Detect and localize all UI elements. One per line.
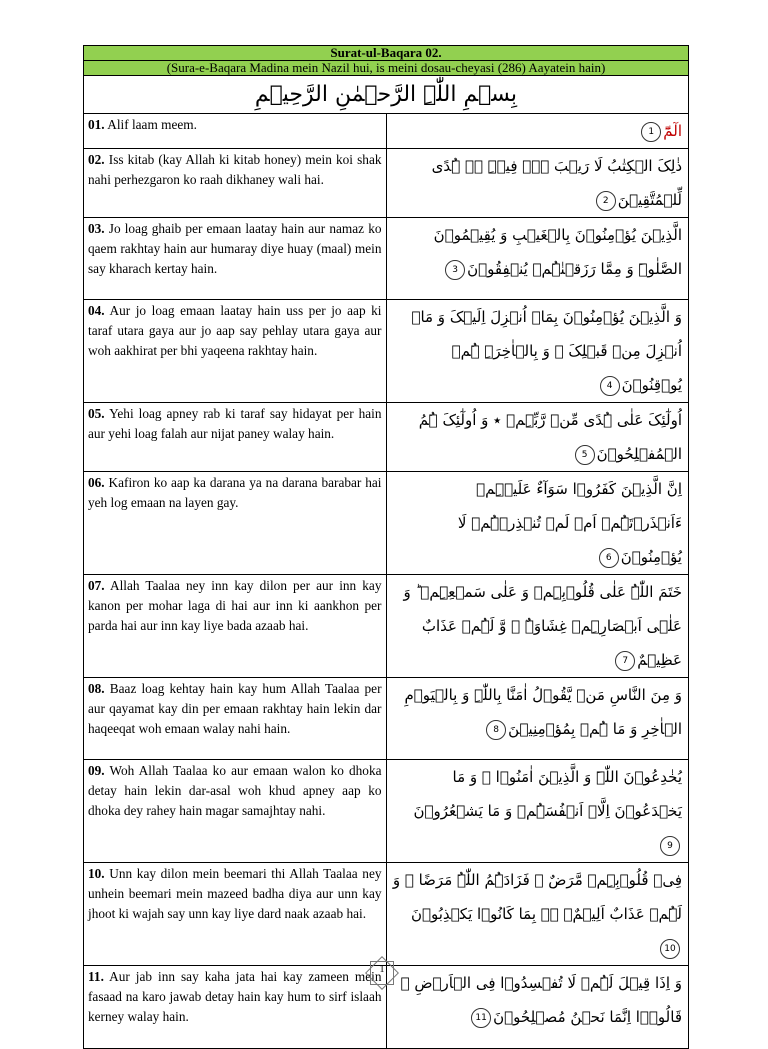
arabic-text: اُولٰٓئِکَ عَلٰی ہُدًی مِّنۡ رَّبِّہِمۡ ٭ وَ اُولٰٓئِکَ ہُمُ الۡمُفۡلِحُوۡنَ (418, 411, 682, 463)
surah-title: Surat-ul-Baqara 02. (84, 46, 689, 61)
arabic-text: فِیۡ قُلُوۡبِہِمۡ مَّرَضٌ ۙ فَزَادَہُمُ اللّٰہُ مَرَضًا ۚ وَ لَہُمۡ عَذَابٌ اَلِیۡمٌۢ ۬ۙ بِمَا کَانُوۡا یَکۡذِبُوۡنَ (392, 871, 682, 923)
page-number: 1 (379, 964, 385, 975)
arabic-text: وَ اِذَا قِیۡلَ لَہُمۡ لَا تُفۡسِدُوۡا فِی الۡاَرۡضِ ۙ قَالُوۡۤا اِنَّمَا نَحۡنُ مُصۡلِحُوۡنَ (400, 974, 682, 1026)
verse-translation (84, 149, 387, 218)
verse-translation (84, 678, 387, 760)
verse-arabic (386, 149, 689, 218)
ayah-number-icon: 8 (486, 720, 506, 740)
verse-number: 03. (88, 221, 105, 236)
surah-subtitle: (Sura-e-Baqara Madina mein Nazil hui, is meini dosau-cheyasi (286) Aayatein hain) (84, 61, 689, 76)
verse-row (84, 149, 689, 218)
page-number-ornament (364, 955, 400, 991)
ayah-number-icon: 3 (445, 260, 465, 280)
verse-text: Alif laam meem. (107, 117, 197, 132)
arabic-text: اِنَّ الَّذِیۡنَ کَفَرُوۡا سَوَآءٌ عَلَیۡہِمۡ ءَاَنۡذَرۡتَہُمۡ اَمۡ لَمۡ تُنۡذِرۡہُمۡ لَا یُؤۡمِنُوۡنَ (457, 480, 682, 566)
ayah-number-icon: 2 (596, 191, 616, 211)
verse-number: 04. (88, 303, 105, 318)
ayah-number-icon: 1 (641, 122, 661, 142)
verse-arabic (386, 575, 689, 678)
verse-number: 01. (88, 117, 105, 132)
verse-number: 09. (88, 763, 105, 778)
bismillah: بِسۡمِ اللّٰہِ الرَّحۡمٰنِ الرَّحِیۡمِ (84, 76, 689, 114)
arabic-text: وَ الَّذِیۡنَ یُؤۡمِنُوۡنَ بِمَاۤ اُنۡزِلَ اِلَیۡکَ وَ مَاۤ اُنۡزِلَ مِنۡ قَبۡلِکَ ۚ وَ بِالۡاٰخِرَۃِ ہُمۡ یُوۡقِنُوۡنَ (411, 308, 682, 394)
verse-translation (84, 300, 387, 403)
verse-number: 10. (88, 866, 105, 881)
ayah-number-icon: 11 (471, 1008, 491, 1028)
verse-arabic (386, 678, 689, 760)
arabic-text: الٓمّٓ (663, 122, 682, 140)
verse-number: 05. (88, 406, 105, 421)
verse-row (84, 678, 689, 760)
verse-translation (84, 575, 387, 678)
ayah-number-icon: 9 (660, 836, 680, 856)
arabic-text: خَتَمَ اللّٰہُ عَلٰی قُلُوۡبِہِمۡ وَ عَلٰی سَمۡعِہِمۡ ؕ وَ عَلٰۤی اَبۡصَارِہِمۡ غِشَاوَۃٌ ۫ وَّ لَہُمۡ عَذَابٌ عَظِیۡمٌ (403, 583, 682, 669)
verse-number: 07. (88, 578, 105, 593)
arabic-text: الَّذِیۡنَ یُؤۡمِنُوۡنَ بِالۡغَیۡبِ وَ یُقِیۡمُوۡنَ الصَّلٰوۃَ وَ مِمَّا رَزَقۡنٰہُمۡ یُنۡفِقُوۡنَ (433, 226, 682, 278)
verse-translation (84, 403, 387, 472)
verse-row (84, 575, 689, 678)
verse-arabic (386, 472, 689, 575)
verse-row (84, 863, 689, 966)
verse-arabic (386, 114, 689, 149)
verse-text: Unn kay dilon mein beemari thi Allah Taalaa ney unhein beemari mein mazeed badha diya aur unn kay jhoot ki wajah say unn kay liye dard naak azaab hai. (88, 866, 382, 922)
verse-arabic (386, 863, 689, 966)
verse-text: Baaz loag kehtay hain kay hum Allah Taalaa per aur qayamat kay din per emaan rakhtay hain lekin dar haqeeqat woh emaan walay nahi hain. (88, 681, 382, 737)
verse-number: 08. (88, 681, 105, 696)
verse-translation (84, 966, 387, 1049)
verse-translation (84, 760, 387, 863)
verse-arabic (386, 403, 689, 472)
verse-text: Yehi loag apney rab ki taraf say hidayat per hain aur yehi loag falah aur nijat paney walay hain. (88, 406, 382, 442)
verse-row (84, 760, 689, 863)
arabic-text: وَ مِنَ النَّاسِ مَنۡ یَّقُوۡلُ اٰمَنَّا بِاللّٰہِ وَ بِالۡیَوۡمِ الۡاٰخِرِ وَ مَا ہُمۡ بِمُؤۡمِنِیۡنَ (404, 686, 682, 738)
arabic-text: ذٰلِکَ الۡکِتٰبُ لَا رَیۡبَ ۚۖۛ فِیۡہِ ۚۛ ہُدًی لِّلۡمُتَّقِیۡنَ (431, 157, 682, 209)
verse-text: Jo loag ghaib per emaan laatay hain aur namaz ko qaem rakhtay hain aur humaray diye huay (maal) mein say kharach kertay hain. (88, 221, 382, 277)
verse-text: Kafiron ko aap ka darana ya na darana barabar hai yeh log emaan na layen gay. (88, 475, 382, 511)
verse-number: 11. (88, 969, 104, 984)
ayah-number-icon: 6 (599, 548, 619, 568)
verse-row (84, 472, 689, 575)
verse-translation (84, 218, 387, 300)
verse-text: Woh Allah Taalaa ko aur emaan walon ko dhoka detay hain lekin dar-asal woh khud apney aap ko dhoka dey rahey hain magar samajhtay nahi. (88, 763, 382, 819)
ayah-number-icon: 10 (660, 939, 680, 959)
verse-row (84, 218, 689, 300)
verse-number: 02. (88, 152, 105, 167)
verse-translation (84, 863, 387, 966)
verse-row (84, 403, 689, 472)
verse-translation (84, 472, 387, 575)
verse-row (84, 114, 689, 149)
arabic-text: یُخٰدِعُوۡنَ اللّٰہَ وَ الَّذِیۡنَ اٰمَنُوۡا ۚ وَ مَا یَخۡدَعُوۡنَ اِلَّاۤ اَنۡفُسَہُمۡ وَ مَا یَشۡعُرُوۡنَ (413, 768, 682, 820)
verse-number: 06. (88, 475, 105, 490)
ayah-number-icon: 4 (600, 376, 620, 396)
verse-arabic (386, 218, 689, 300)
verse-text: Aur jab inn say kaha jata hai kay zameen mein fasaad na karo jawab detay hain kay hum to sirf islaah kerney walay hain. (88, 969, 382, 1025)
ayah-number-icon: 5 (575, 445, 595, 465)
ayah-number-icon: 7 (615, 651, 635, 671)
verse-text: Allah Taalaa ney inn kay dilon per aur inn kay kanon per mohar laga di hai aur inn ki aankhon per parda hai aur inn kay liye bada azaab hai. (88, 578, 382, 634)
verse-arabic (386, 300, 689, 403)
verse-arabic (386, 760, 689, 863)
surah-table (83, 45, 689, 1049)
verse-text: Aur jo loag emaan laatay hain uss per jo aap ki taraf utara gaya aur jo aap say pehlay utara gaya aur woh aakhirat per bhi yaqeena rakhtay hain. (88, 303, 382, 359)
verse-text: Iss kitab (kay Allah ki kitab honey) mein koi shak nahi perhezgaron ko raah dikhaney wali hai. (88, 152, 382, 188)
verse-translation (84, 114, 387, 149)
verse-row (84, 300, 689, 403)
verse-arabic (386, 966, 689, 1049)
